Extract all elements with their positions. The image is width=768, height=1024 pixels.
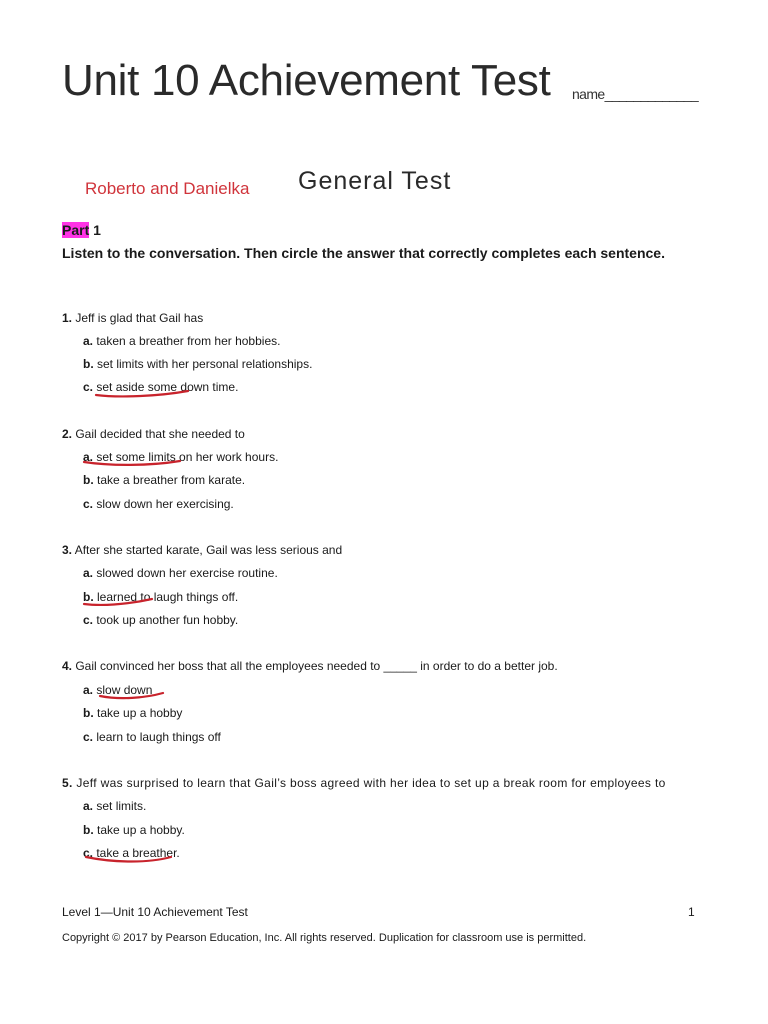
option-letter: b. [83, 823, 94, 837]
question-4 [62, 659, 558, 673]
question-5 [62, 776, 666, 790]
question-number: 3. [62, 543, 73, 557]
q4-option-b[interactable] [83, 706, 182, 720]
copyright-notice: Copyright © 2017 by Pearson Education, Inc. All rights reserved. Duplication for classroom use is permitted. [62, 932, 587, 944]
option-text: set limits. [93, 799, 147, 813]
q4-option-a[interactable] [83, 683, 152, 697]
q5-option-c[interactable] [83, 846, 180, 860]
q2-option-b[interactable] [83, 473, 245, 487]
option-text: set aside some down time. [93, 380, 239, 394]
question-text: After she started karate, Gail was less serious and [72, 543, 343, 557]
part-number: 1 [89, 222, 101, 238]
question-1 [62, 311, 203, 325]
q3-option-b[interactable] [83, 590, 238, 604]
option-text: take a breather. [93, 846, 180, 860]
question-text: Jeff was surprised to learn that Gail’s boss agreed with her idea to set up a break room for employees to [72, 776, 666, 790]
part-instructions: Listen to the conversation. Then circle the answer that correctly completes each sentence. [62, 245, 665, 261]
option-text: take a breather from karate. [93, 473, 246, 487]
option-letter: a. [83, 683, 94, 697]
question-number: 4. [62, 659, 73, 673]
q1-option-a[interactable] [83, 334, 280, 348]
q2-option-c[interactable] [83, 497, 234, 511]
q3-option-c[interactable] [83, 613, 238, 627]
name-field: name_____________ [572, 86, 699, 102]
option-letter: c. [83, 730, 94, 744]
option-letter: b. [83, 357, 94, 371]
option-text: slowed down her exercise routine. [93, 566, 278, 580]
option-text: take up a hobby. [93, 823, 185, 837]
option-text: take up a hobby [93, 706, 183, 720]
page-number: 1 [688, 905, 695, 919]
q2-option-a[interactable] [83, 450, 278, 464]
option-letter: c. [83, 380, 94, 394]
question-number: 1. [62, 311, 73, 325]
test-type-heading: General Test [298, 167, 452, 195]
question-text: Gail convinced her boss that all the employees needed to _____ in order to do a better job. [72, 659, 558, 673]
question-number: 2. [62, 427, 73, 441]
option-letter: c. [83, 497, 94, 511]
q5-option-a[interactable] [83, 799, 146, 813]
option-text: set limits with her personal relationships. [93, 357, 313, 371]
option-letter: b. [83, 473, 94, 487]
option-letter: c. [83, 846, 94, 860]
question-3 [62, 543, 342, 557]
question-text: Jeff is glad that Gail has [72, 311, 204, 325]
part-heading [62, 222, 101, 238]
option-text: took up another fun hobby. [93, 613, 239, 627]
option-text: slow down her exercising. [93, 497, 234, 511]
question-number: 5. [62, 776, 73, 790]
q5-option-b[interactable] [83, 823, 185, 837]
option-text: taken a breather from her hobbies. [93, 334, 281, 348]
option-letter: a. [83, 566, 94, 580]
option-letter: a. [83, 799, 94, 813]
option-letter: a. [83, 450, 94, 464]
question-2 [62, 427, 245, 441]
student-names: Roberto and Danielka [85, 179, 250, 198]
q1-option-b[interactable] [83, 357, 312, 371]
option-text: learned to laugh things off. [93, 590, 239, 604]
part-word-highlighted: Part [62, 222, 90, 238]
option-text: learn to laugh things off [93, 730, 221, 744]
q1-option-c[interactable] [83, 380, 238, 394]
q3-option-a[interactable] [83, 566, 278, 580]
q4-option-c[interactable] [83, 730, 221, 744]
option-letter: a. [83, 334, 94, 348]
option-letter: b. [83, 590, 94, 604]
option-letter: c. [83, 613, 94, 627]
question-text: Gail decided that she needed to [72, 427, 245, 441]
test-title: Unit 10 Achievement Test [62, 56, 551, 105]
footer-title: Level 1—Unit 10 Achievement Test [62, 905, 248, 919]
option-letter: b. [83, 706, 94, 720]
option-text: set some limits on her work hours. [93, 450, 279, 464]
option-text: slow down [93, 683, 153, 697]
